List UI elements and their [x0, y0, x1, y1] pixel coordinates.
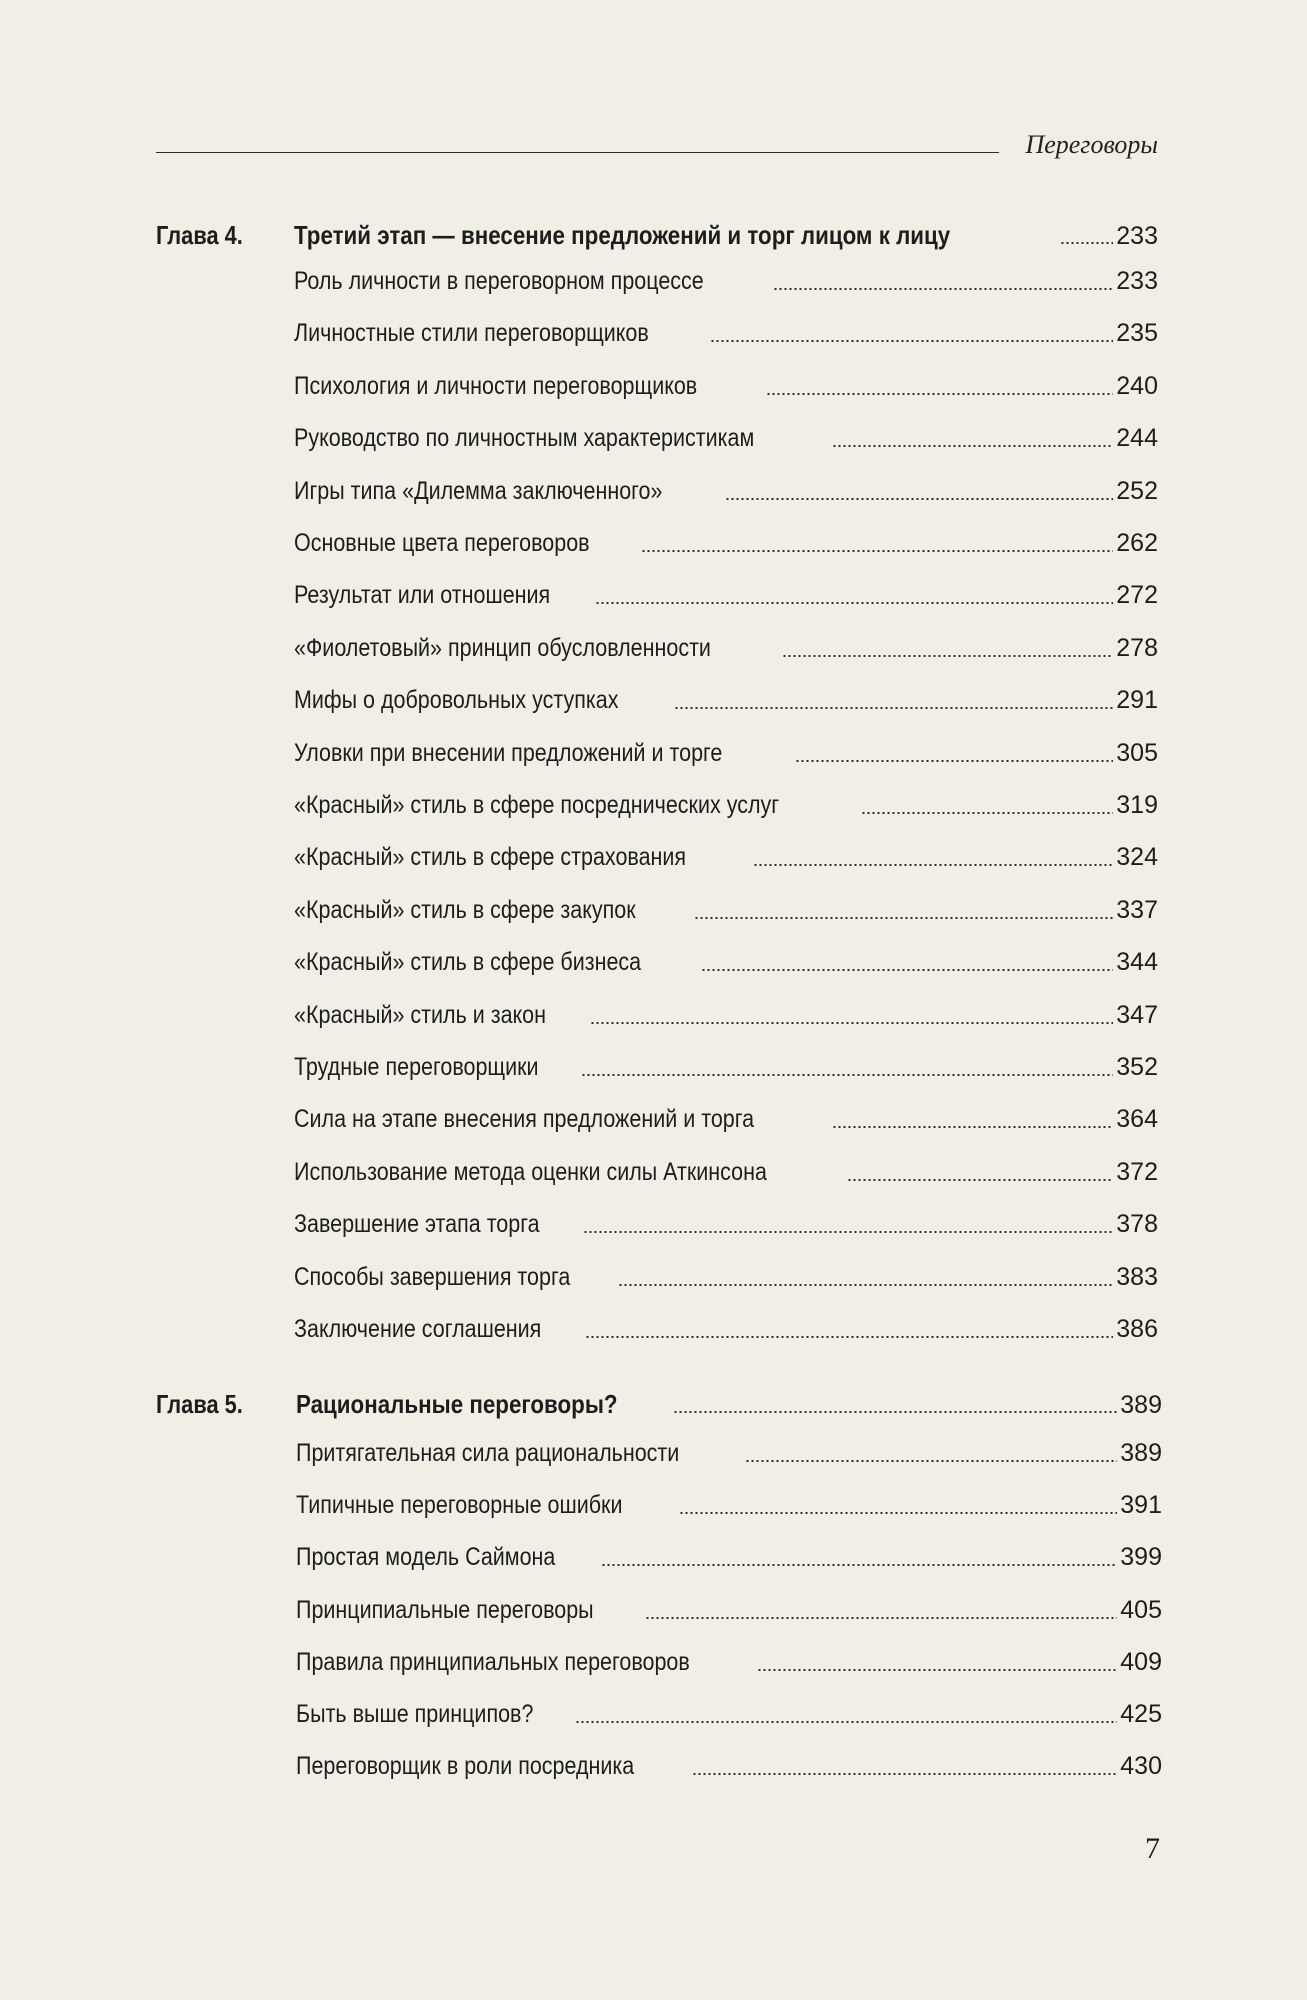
toc-entry[interactable] [294, 526, 1158, 560]
toc-entry[interactable] [294, 578, 1158, 612]
section-title: Переговорщик в роли посредника [296, 1752, 635, 1780]
chapter-heading[interactable] [296, 1387, 1162, 1421]
section-title: Личностные стили переговорщиков [294, 319, 649, 347]
section-title: «Красный» стиль в сфере посреднических услуг [294, 791, 780, 819]
section-page: 430 [1120, 1752, 1162, 1780]
toc-entry[interactable] [294, 316, 1158, 350]
section-title: Правила принципиальных переговоров [296, 1648, 690, 1676]
leader-dots [745, 1460, 1118, 1462]
toc-entry[interactable] [294, 1155, 1158, 1189]
leader-dots [832, 1126, 1113, 1128]
section-page: 347 [1116, 1001, 1158, 1029]
leader-dots [674, 707, 1113, 709]
leader-dots [757, 1669, 1117, 1671]
toc-entry[interactable] [294, 264, 1158, 298]
section-page: 378 [1116, 1210, 1158, 1238]
leader-dots [753, 864, 1113, 866]
leader-dots [766, 393, 1113, 395]
leader-dots [861, 812, 1113, 814]
leader-dots [575, 1721, 1117, 1723]
leader-dots [618, 1284, 1113, 1286]
section-page: 383 [1116, 1263, 1158, 1291]
leader-dots [692, 1773, 1117, 1775]
leader-dots [694, 917, 1113, 919]
section-page: 352 [1116, 1053, 1158, 1081]
leader-dots [847, 1179, 1113, 1181]
chapter-title: Третий этап — внесение предложений и торг лицом к лицу [294, 220, 951, 250]
toc-entry[interactable] [296, 1540, 1162, 1574]
toc-entry[interactable] [294, 1050, 1158, 1084]
toc-entry[interactable] [294, 998, 1158, 1032]
section-page: 399 [1120, 1543, 1162, 1571]
toc-entry[interactable] [294, 1102, 1158, 1136]
leader-dots [590, 1022, 1113, 1024]
section-title: Уловки при внесении предложений и торге [294, 739, 723, 767]
section-page: 405 [1120, 1596, 1162, 1624]
section-title: Использование метода оценки силы Аткинсона [294, 1158, 767, 1186]
chapter-page: 233 [1116, 222, 1158, 250]
toc-entry[interactable] [296, 1593, 1162, 1627]
section-page: 391 [1120, 1491, 1162, 1519]
section-page: 244 [1116, 424, 1158, 452]
section-title: «Красный» стиль в сфере страхования [294, 843, 687, 871]
section-page: 386 [1116, 1315, 1158, 1343]
leader-dots [581, 1074, 1113, 1076]
section-page: 233 [1116, 267, 1158, 295]
section-title: Сила на этапе внесения предложений и торга [294, 1105, 755, 1133]
leader-dots [782, 655, 1113, 657]
section-page: 324 [1116, 843, 1158, 871]
section-page: 372 [1116, 1158, 1158, 1186]
leader-dots [585, 1336, 1114, 1338]
header-rule [156, 152, 999, 153]
toc-entry[interactable] [294, 788, 1158, 822]
section-title: «Фиолетовый» принцип обусловленности [294, 634, 711, 662]
section-title: Завершение этапа торга [294, 1210, 540, 1238]
leader-dots [773, 288, 1113, 290]
toc-entry[interactable] [294, 1260, 1158, 1294]
toc-entry[interactable] [296, 1436, 1162, 1470]
section-title: Основные цвета переговоров [294, 529, 590, 557]
toc-entry[interactable] [294, 474, 1158, 508]
toc-entry[interactable] [294, 683, 1158, 717]
section-page: 240 [1116, 372, 1158, 400]
leader-dots [1060, 242, 1113, 244]
section-page: 337 [1116, 896, 1158, 924]
section-title: «Красный» стиль и закон [294, 1001, 547, 1029]
leader-dots [601, 1564, 1118, 1566]
section-title: Психология и личности переговорщиков [294, 372, 698, 400]
chapter-label: Глава 5. [156, 1389, 243, 1419]
section-page: 291 [1116, 686, 1158, 714]
chapter-heading[interactable] [294, 218, 1158, 252]
toc-entry[interactable] [296, 1697, 1162, 1731]
running-header [156, 130, 1158, 160]
section-page: 409 [1120, 1648, 1162, 1676]
section-title: Трудные переговорщики [294, 1053, 539, 1081]
toc-entry[interactable] [294, 840, 1158, 874]
section-title: «Красный» стиль в сфере бизнеса [294, 948, 642, 976]
toc-entry[interactable] [296, 1488, 1162, 1522]
chapter-title: Рациональные переговоры? [296, 1389, 618, 1419]
leader-dots [641, 550, 1114, 552]
toc-entry[interactable] [294, 736, 1158, 770]
section-page: 278 [1116, 634, 1158, 662]
section-title: Заключение соглашения [294, 1315, 542, 1343]
toc-entry[interactable] [294, 1312, 1158, 1346]
section-title: Мифы о добровольных уступках [294, 686, 619, 714]
section-page: 235 [1116, 319, 1158, 347]
section-title: Способы завершения торга [294, 1263, 571, 1291]
toc-entry[interactable] [294, 369, 1158, 403]
leader-dots [710, 340, 1114, 342]
chapter-label: Глава 4. [156, 220, 243, 250]
leader-dots [673, 1411, 1117, 1413]
section-title: Роль личности в переговорном процессе [294, 267, 704, 295]
section-page: 305 [1116, 739, 1158, 767]
toc-entry[interactable] [294, 421, 1158, 455]
section-page: 425 [1120, 1700, 1162, 1728]
section-page: 252 [1116, 477, 1158, 505]
section-page: 262 [1116, 529, 1158, 557]
toc-entry[interactable] [296, 1749, 1162, 1783]
toc-entry[interactable] [296, 1645, 1162, 1679]
toc-entry[interactable] [294, 945, 1158, 979]
leader-dots [795, 760, 1113, 762]
section-page: 344 [1116, 948, 1158, 976]
section-page: 389 [1120, 1439, 1162, 1467]
leader-dots [832, 445, 1113, 447]
running-header-title: Переговоры [1025, 130, 1158, 159]
section-title: Принципиальные переговоры [296, 1596, 594, 1624]
section-page: 319 [1116, 791, 1158, 819]
toc-entry[interactable] [294, 1207, 1158, 1241]
section-title: «Красный» стиль в сфере закупок [294, 896, 636, 924]
page-number: 7 [1145, 1832, 1160, 1865]
section-page: 272 [1116, 581, 1158, 609]
toc-entry[interactable] [294, 631, 1158, 665]
leader-dots [679, 1512, 1118, 1514]
section-title: Руководство по личностным характеристикам [294, 424, 755, 452]
section-title: Игры типа «Дилемма заключенного» [294, 477, 663, 505]
leader-dots [595, 602, 1113, 604]
section-page: 364 [1116, 1105, 1158, 1133]
leader-dots [725, 498, 1113, 500]
leader-dots [583, 1231, 1114, 1233]
leader-dots [701, 969, 1114, 971]
section-title: Типичные переговорные ошибки [296, 1491, 623, 1519]
chapter-page: 389 [1120, 1391, 1162, 1419]
section-title: Простая модель Саймона [296, 1543, 556, 1571]
section-title: Быть выше принципов? [296, 1700, 534, 1728]
leader-dots [645, 1617, 1117, 1619]
toc-entry[interactable] [294, 893, 1158, 927]
section-title: Результат или отношения [294, 581, 551, 609]
section-title: Притягательная сила рациональности [296, 1439, 680, 1467]
